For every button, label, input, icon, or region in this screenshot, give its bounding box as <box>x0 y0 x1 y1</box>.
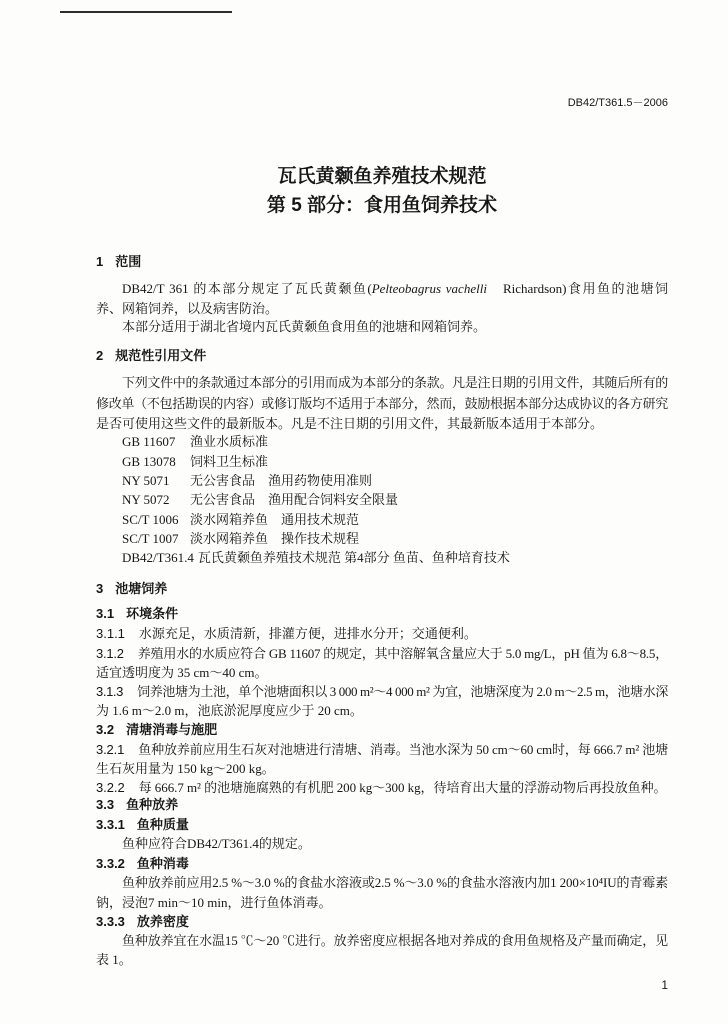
document-subtitle: 第 5 部分：食用鱼饲养技术 <box>266 195 498 216</box>
clause-3-1-1 <box>96 626 668 642</box>
clause-text: 养殖用水的水质应符合 GB 11607 的规定，其中溶解氧含量应大于 5.0 mg/L，pH 值为 6.8～8.5， <box>137 646 668 661</box>
clause-heading-3-3-3 <box>96 914 668 930</box>
scientific-name: Pelteobagrus vachelli <box>371 281 487 296</box>
subsection-heading-pond-prep <box>96 722 668 738</box>
clause-text: 饲养池塘为土池，单个池塘面积以 3 000 m²～4 000 m² 为宜，池塘深度为 2.0 m～2.5 m，池塘水深 <box>137 684 668 699</box>
clause-3-1-3-line1 <box>96 684 668 700</box>
subsection-title: 清塘消毒与施肥 <box>126 722 218 737</box>
refs-intro-line1: 下列文件中的条款通过本部分的引用而成为本部分的条款。凡是注日期的引用文件，其随后所有的 <box>122 375 668 390</box>
clause-number: 3.3.3 <box>96 914 125 929</box>
reference-item <box>122 550 668 566</box>
reference-item <box>122 512 668 528</box>
reference-code: NY 5071 <box>122 473 170 488</box>
clause-3-3-2-line2: 钠，浸泡7 min～10 min，进行鱼体消毒。 <box>96 895 332 910</box>
scope-para1-line1 <box>122 281 668 297</box>
reference-code: SC/T 1007 <box>122 531 179 546</box>
clause-text: 水源充足，水质清新，排灌方便，进排水分开；交通便利。 <box>138 626 477 641</box>
subsection-title: 环境条件 <box>126 606 179 621</box>
reference-item <box>122 531 668 547</box>
reference-title: 饲料卫生标准 <box>190 454 269 469</box>
reference-title: 淡水网箱养鱼 操作技术规程 <box>190 531 360 546</box>
clause-text: 鱼种放养前应用生石灰对池塘进行清塘、消毒。当池水深为 50 cm～60 cm时，每 666.7 m² 池塘 <box>138 742 668 757</box>
clause-3-3-3-line1: 鱼种放养宜在水温15 ℃～20 ℃进行。放养密度应根据各地对养成的食用鱼规格及产量而确定，见 <box>122 933 668 948</box>
document-code: DB42/T361.5－2006 <box>567 97 668 109</box>
clause-text: 每 666.7 m² 的池塘施腐熟的有机肥 200 kg～300 kg，待培育出大量的浮游动物后再投放鱼种。 <box>138 780 667 795</box>
clause-3-1-2-line2: 适宜透明度为 35 cm～40 cm。 <box>96 665 268 680</box>
section-heading-scope <box>96 254 668 270</box>
clause-number: 3.3.1 <box>96 817 125 832</box>
reference-code: SC/T 1006 <box>122 512 179 527</box>
reference-item <box>122 473 668 489</box>
clause-number: 3.3.2 <box>96 856 125 871</box>
reference-title: 渔业水质标准 <box>190 434 269 449</box>
subsection-number: 3.1 <box>96 606 115 621</box>
scope-para1-prefix: DB42/T 361 的本部分规定了瓦氏黄颡鱼( <box>122 281 372 296</box>
clause-heading-3-3-1 <box>96 817 668 833</box>
scope-para1-line2: 养、网箱饲养，以及病害防治。 <box>96 301 279 316</box>
clause-3-3-1-text: 鱼种应符合DB42/T361.4的规定。 <box>122 836 311 851</box>
clause-number: 3.2.2 <box>96 780 125 795</box>
reference-title: 无公害食品 渔用药物使用准则 <box>190 473 373 488</box>
document-title: 瓦氏黄颡鱼养殖技术规范 <box>277 166 487 187</box>
scope-para2: 本部分适用于湖北省境内瓦氏黄颡鱼食用鱼的池塘和网箱饲养。 <box>122 319 487 334</box>
clause-number: 3.2.1 <box>96 742 125 757</box>
subsection-number: 3.2 <box>96 722 115 737</box>
clause-number: 3.1.3 <box>96 684 124 699</box>
clause-title: 鱼种质量 <box>136 817 189 832</box>
reference-code: DB42/T361.4 <box>122 550 194 565</box>
clause-3-1-3-line2: 为 1.6 m～2.0 m，池底淤泥厚度应少于 20 cm。 <box>96 703 363 718</box>
subsection-number: 3.3 <box>96 797 115 812</box>
page-number: 1 <box>661 978 668 992</box>
subsection-title: 鱼种放养 <box>126 797 179 812</box>
section-heading-normative-refs <box>96 348 668 364</box>
clause-number: 3.1.1 <box>96 626 125 641</box>
refs-intro-line2: 修改单（不包括勘误的内容）或修订版均不适用于本部分，然而，鼓励根据本部分达成协议的各方研究 <box>96 396 668 411</box>
clause-3-3-3-line2: 表 1。 <box>96 952 132 967</box>
clause-3-3-2-line1: 鱼种放养前应用2.5 %～3.0 %的食盐水溶液或2.5 %～3.0 %的食盐水溶液内加1 200×10⁴IU的青霉素 <box>122 875 668 890</box>
clause-heading-3-3-2 <box>96 856 668 872</box>
reference-item <box>122 434 668 450</box>
section-title: 池塘饲养 <box>115 581 168 596</box>
clause-title: 鱼种消毒 <box>136 856 189 871</box>
reference-code: GB 11607 <box>122 434 176 449</box>
reference-title: 无公害食品 渔用配合饲料安全限量 <box>190 492 399 507</box>
reference-code: NY 5072 <box>122 492 170 507</box>
section-number: 3 <box>96 581 104 596</box>
section-number: 1 <box>96 254 104 269</box>
subsection-heading-environment <box>96 606 668 622</box>
scan-artifact-line <box>60 11 232 13</box>
reference-item <box>122 454 668 470</box>
section-title: 范围 <box>115 254 142 269</box>
clause-3-2-2 <box>96 780 668 796</box>
clause-3-2-1-line2: 生石灰用量为 150 kg～200 kg。 <box>96 761 275 776</box>
reference-title: 瓦氏黄颡鱼养殖技术规范 第4部分 鱼苗、鱼种培育技术 <box>197 550 510 565</box>
clause-3-2-1-line1 <box>96 742 668 758</box>
section-number: 2 <box>96 348 104 363</box>
refs-intro-line3: 是否可使用这些文件的最新版本。凡是不注日期的引用文件，其最新版本适用于本部分。 <box>96 416 604 431</box>
reference-title: 淡水网箱养鱼 通用技术规范 <box>190 512 360 527</box>
reference-item <box>122 492 668 508</box>
reference-code: GB 13078 <box>122 454 176 469</box>
clause-3-1-2-line1 <box>96 646 668 662</box>
subsection-heading-stocking <box>96 797 668 813</box>
section-heading-pond-culture <box>96 581 668 597</box>
clause-number: 3.1.2 <box>96 646 124 661</box>
scope-para1-suffix: Richardson)食用鱼的池塘饲 <box>486 281 668 296</box>
clause-title: 放养密度 <box>136 914 189 929</box>
section-title: 规范性引用文件 <box>115 348 207 363</box>
